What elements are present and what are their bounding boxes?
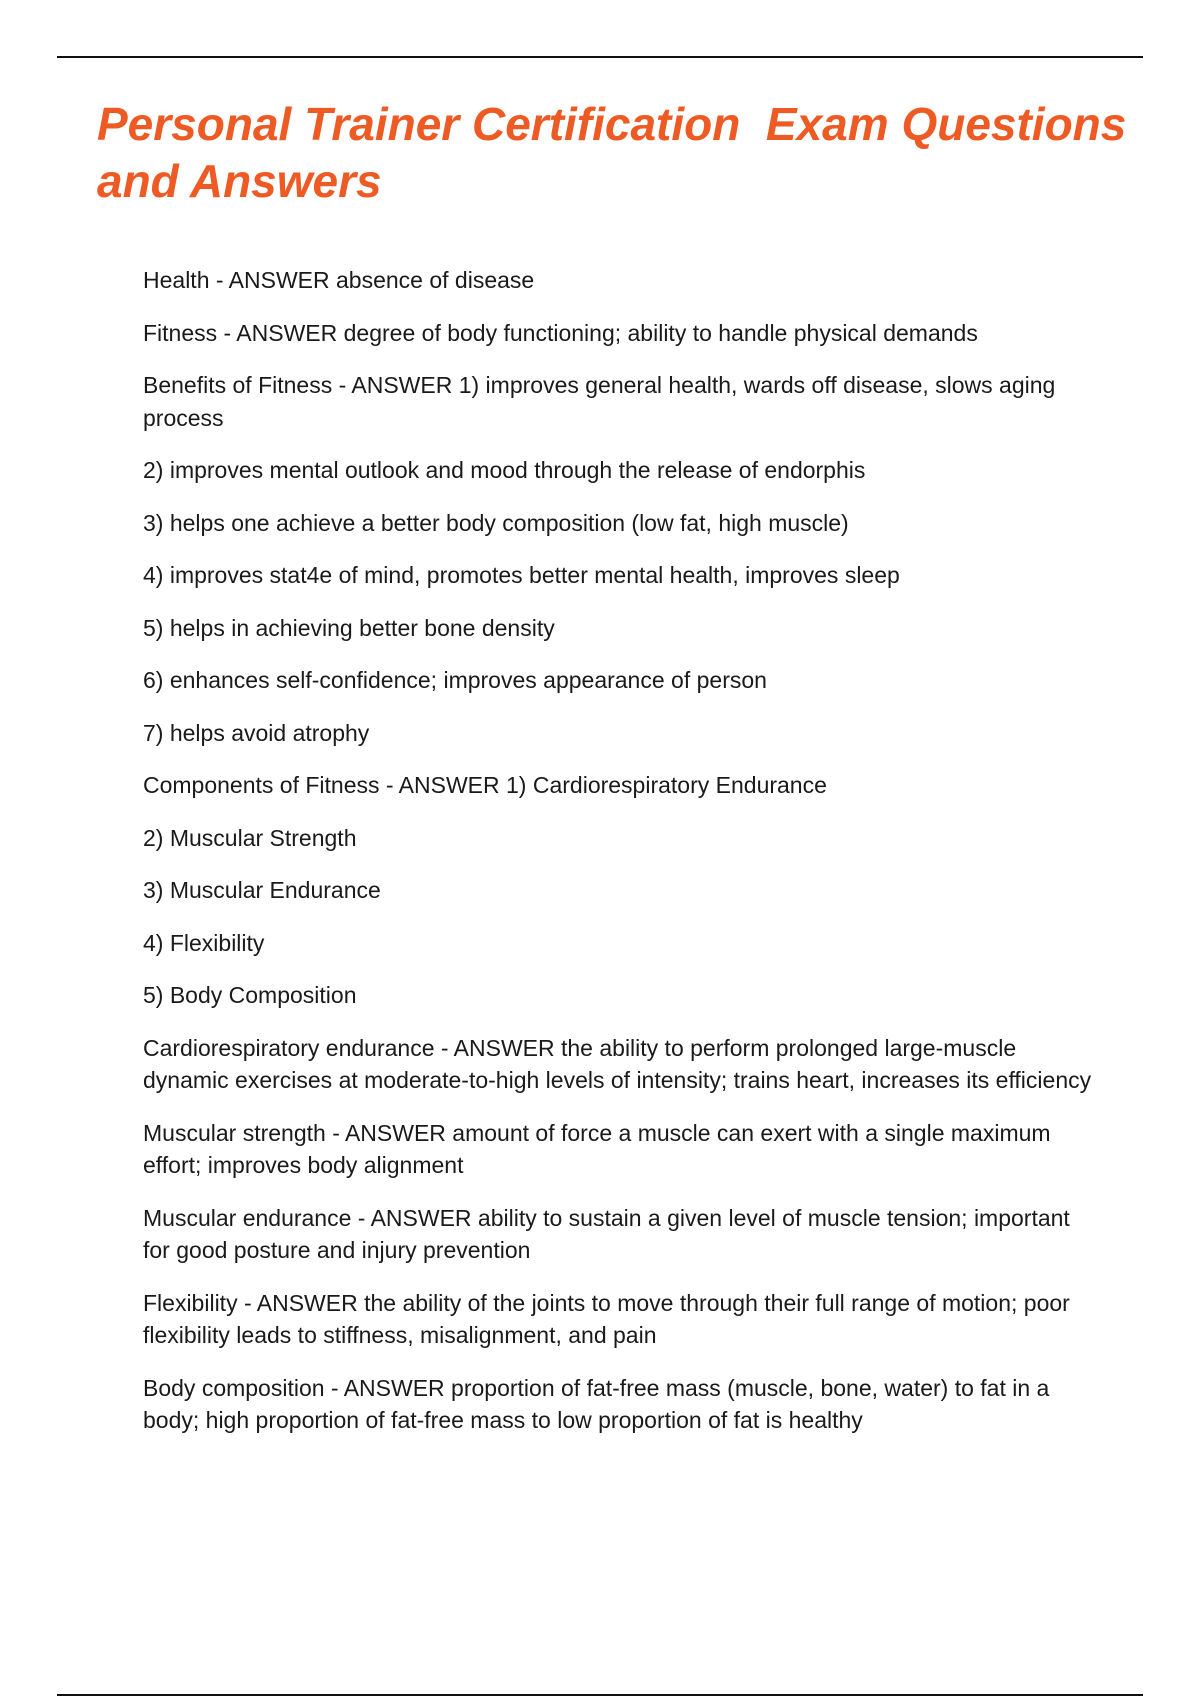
qa-entry: Flexibility - ANSWER the ability of the joints to move through their full range of motion; poor flexibility leads to stiffness, misalignment, and pain [143,1289,1070,1348]
document-title: Personal Trainer Certification Exam Questions and Answers [97,98,1140,207]
qa-entry: Body composition - ANSWER proportion of fat-free mass (muscle, bone, water) to fat in a body; high proportion of fat-free mass to low proportion of fat is healthy [143,1374,1050,1433]
qa-entry: 4) improves stat4e of mind, promotes better mental health, improves sleep [143,562,900,588]
qa-entry: 3) Muscular Endurance [143,877,381,903]
qa-entry: Health - ANSWER absence of disease [143,267,535,293]
qa-entry: 2) Muscular Strength [143,824,357,851]
footer-rule [57,1694,1143,1696]
qa-list [143,264,1098,1457]
qa-entry: 7) helps avoid atrophy [143,719,370,746]
qa-entry: 6) enhances self-confidence; improves appearance of person [143,667,767,693]
qa-entry: 5) Body Composition [143,982,357,1008]
qa-entry: Muscular endurance - ANSWER ability to sustain a given level of muscle tension; important for good posture and injury prevention [143,1204,1070,1263]
qa-entry: 2) improves mental outlook and mood through the release of endorphis [143,457,866,483]
qa-entry: Fitness - ANSWER degree of body functioning; ability to handle physical demands [143,319,978,346]
qa-entry: 5) helps in achieving better bone density [143,614,555,641]
qa-entry: Benefits of Fitness - ANSWER 1) improves general health, wards off disease, slows aging process [143,372,1056,431]
qa-entry: Components of Fitness - ANSWER 1) Cardiorespiratory Endurance [143,772,827,798]
qa-entry: 3) helps one achieve a better body composition (low fat, high muscle) [143,509,849,536]
qa-entry: Muscular strength - ANSWER amount of force a muscle can exert with a single maximum effort; improves body alignment [143,1119,1051,1178]
qa-entry: 4) Flexibility [143,929,265,956]
qa-entry: Cardiorespiratory endurance - ANSWER the ability to perform prolonged large-muscle dynamic exercises at moderate-to-high levels of intensity; trains heart, increases its efficiency [143,1034,1092,1093]
header-rule [57,56,1143,58]
